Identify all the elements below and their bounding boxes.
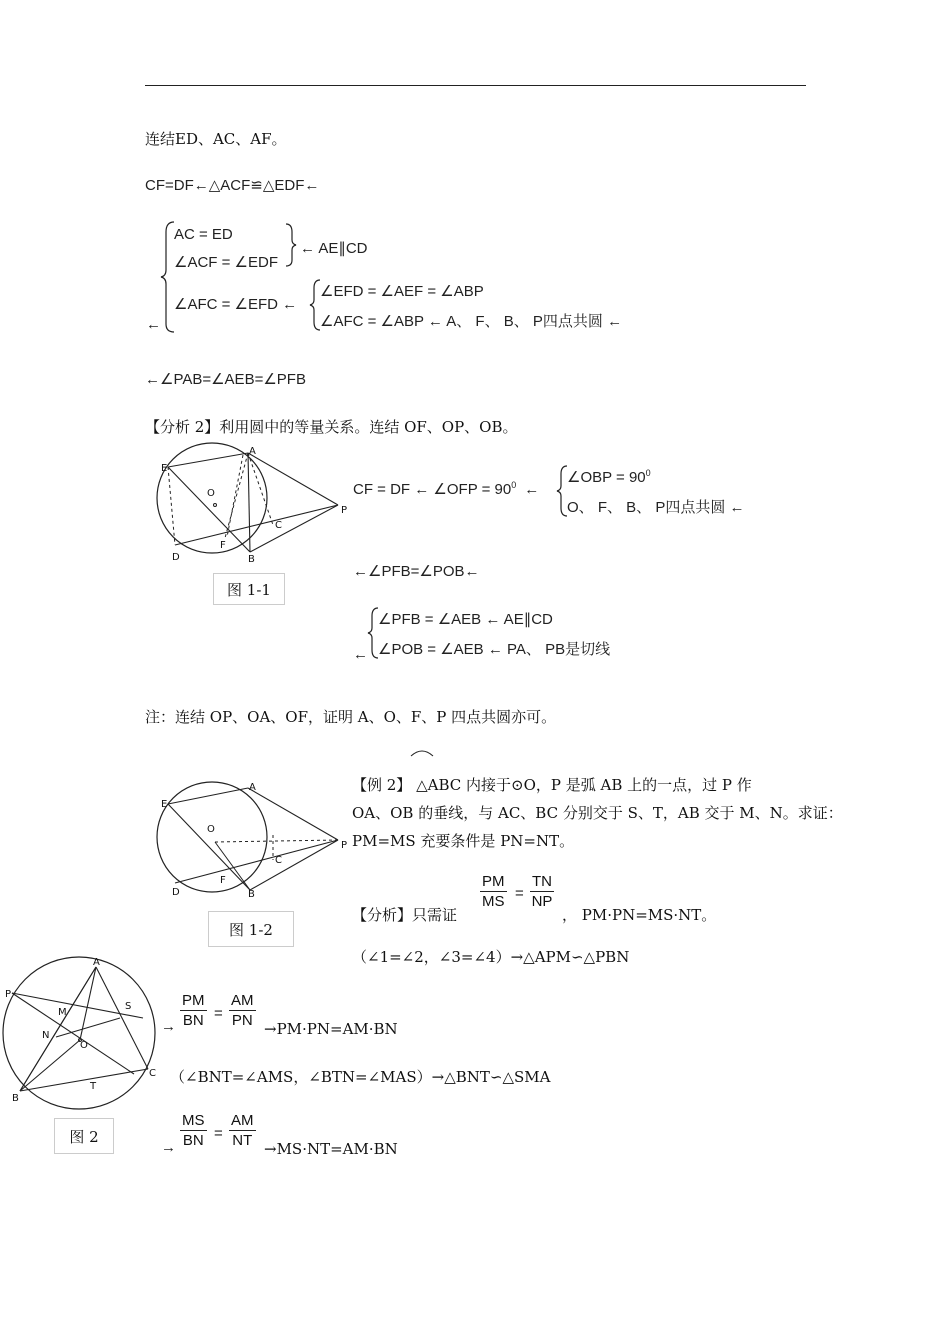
frac-pm-ms: $\frac{PM}{MS}$ <box>482 873 505 910</box>
sys-a-right: ← AE∥CD <box>300 240 368 257</box>
fig12-label-E: E <box>161 799 168 810</box>
sys-pob: ∠POB = ∠AEB ← PA、 PB是切线 <box>378 641 611 658</box>
fig11-label-F: F <box>220 540 226 551</box>
header-rule <box>145 85 806 86</box>
fig12-label-F: F <box>220 875 226 886</box>
fig11-label-A: A <box>249 446 256 457</box>
fig11-label-B: B <box>248 554 255 565</box>
fig12-label-P: P <box>341 840 348 851</box>
text-line-pab: ←∠PAB=∠AEB=∠PFB <box>145 371 306 388</box>
frac-equals-1: = <box>515 885 524 902</box>
fig12-label-D: D <box>172 887 180 898</box>
arrow-right-2: → <box>161 1139 176 1156</box>
arrow-left-2: ← <box>353 646 368 663</box>
arc-symbol <box>410 748 434 758</box>
similar-line-2: （∠BNT=∠AMS，∠BTN=∠MAS）→△BNT∽△SMA <box>170 1068 551 1086</box>
fig2-label-O: O <box>80 1040 88 1051</box>
fig12-label-C: C <box>275 855 282 866</box>
frac-equals-3: = <box>214 1125 223 1142</box>
example-line-1: 【例 2】 △ABC 内接于⊙O，P 是弧 AB 上的一点，过 P 作 <box>352 776 752 794</box>
figure-1-1-caption: 图 1-1 <box>213 573 285 605</box>
fig2-label-S: S <box>125 1001 132 1012</box>
equation-1: →PM·PN=AM·BN <box>264 1020 398 1038</box>
fig11-label-P: P <box>341 505 348 516</box>
arrow-left-1: ← <box>146 316 161 333</box>
sys-b1: ∠AFC = ∠EFD ← <box>174 296 298 313</box>
analysis-prefix: 【分析】只需证 <box>352 906 458 924</box>
sys-obp: ∠OBP = $90^0$ <box>567 468 651 486</box>
fig12-label-O: O <box>207 824 215 835</box>
example-line-2: OA、OB 的垂线，与 AC、BC 分别交于 S、T，AB 交于 M、N。求证： <box>352 804 843 822</box>
figure-2 <box>0 958 165 1108</box>
fig2-label-B: B <box>12 1093 19 1104</box>
sys-c2: ∠AFC = ∠ABP ← A、 F、 B、 P四点共圆 ← <box>320 313 623 330</box>
figure-1-2 <box>155 780 355 905</box>
fig2-label-C: C <box>149 1068 156 1079</box>
frac-am-pn: $\frac{AM}{PN}$ <box>231 992 254 1029</box>
sys-ofbp: O、 F、 B、 P四点共圆 ← <box>567 499 745 516</box>
fig2-label-N: N <box>42 1030 50 1041</box>
text-line-connect: 连结ED、AC、AF。 <box>145 130 287 148</box>
fig2-label-P: P <box>5 989 12 1000</box>
figure-2-caption: 图 2 <box>54 1118 114 1154</box>
cf-line: CF = DF ← ∠OFP = $90^0$ ← <box>353 480 540 498</box>
frac-ms-bn: $\frac{MS}{BN}$ <box>182 1112 205 1149</box>
frac-pm-bn: $\frac{PM}{BN}$ <box>182 992 205 1029</box>
sys-pfb: ∠PFB = ∠AEB ← AE∥CD <box>378 611 553 628</box>
frac-equals-2: = <box>214 1005 223 1022</box>
fig12-label-A: A <box>249 782 256 793</box>
frac-tn-np: $\frac{TN}{NP}$ <box>531 873 553 910</box>
fig11-label-E: E <box>161 463 168 474</box>
example-line-3: PM=MS 充要条件是 PN=NT。 <box>352 832 575 850</box>
fig12-label-B: B <box>248 889 255 900</box>
sys-c1: ∠EFD = ∠AEF = ∠ABP <box>320 283 484 300</box>
analysis-suffix: ， PM·PN=MS·NT。 <box>562 906 717 924</box>
fig2-label-M: M <box>58 1007 67 1018</box>
equation-2: →MS·NT=AM·BN <box>264 1140 398 1158</box>
analysis-2-heading: 【分析 2】利用圆中的等量关系。连结 OF、OP、OB。 <box>145 418 518 436</box>
sys-a1: AC = ED <box>174 226 233 243</box>
fig2-label-A: A <box>93 957 100 968</box>
fig11-label-O: O <box>207 488 215 499</box>
frac-am-nt: $\frac{AM}{NT}$ <box>231 1112 254 1149</box>
text-line-cf-df: CF=DF←△ACF≌△EDF← <box>145 177 320 194</box>
arrow-right-1: → <box>161 1018 176 1035</box>
note-line: 注：连结 OP、OA、OF，证明 A、O、F、P 四点共圆亦可。 <box>145 708 557 726</box>
fig2-label-T: T <box>90 1081 97 1092</box>
pfb-line: ←∠PFB=∠POB← <box>353 563 480 580</box>
sys-a2: ∠ACF = ∠EDF <box>174 254 278 271</box>
fig11-label-D: D <box>172 552 180 563</box>
figure-1-2-caption: 图 1-2 <box>208 911 294 947</box>
figure-1-1 <box>155 445 355 570</box>
fig11-label-C: C <box>275 520 282 531</box>
similar-line-1: （∠1=∠2，∠3=∠4）→△APM∽△PBN <box>352 948 630 966</box>
